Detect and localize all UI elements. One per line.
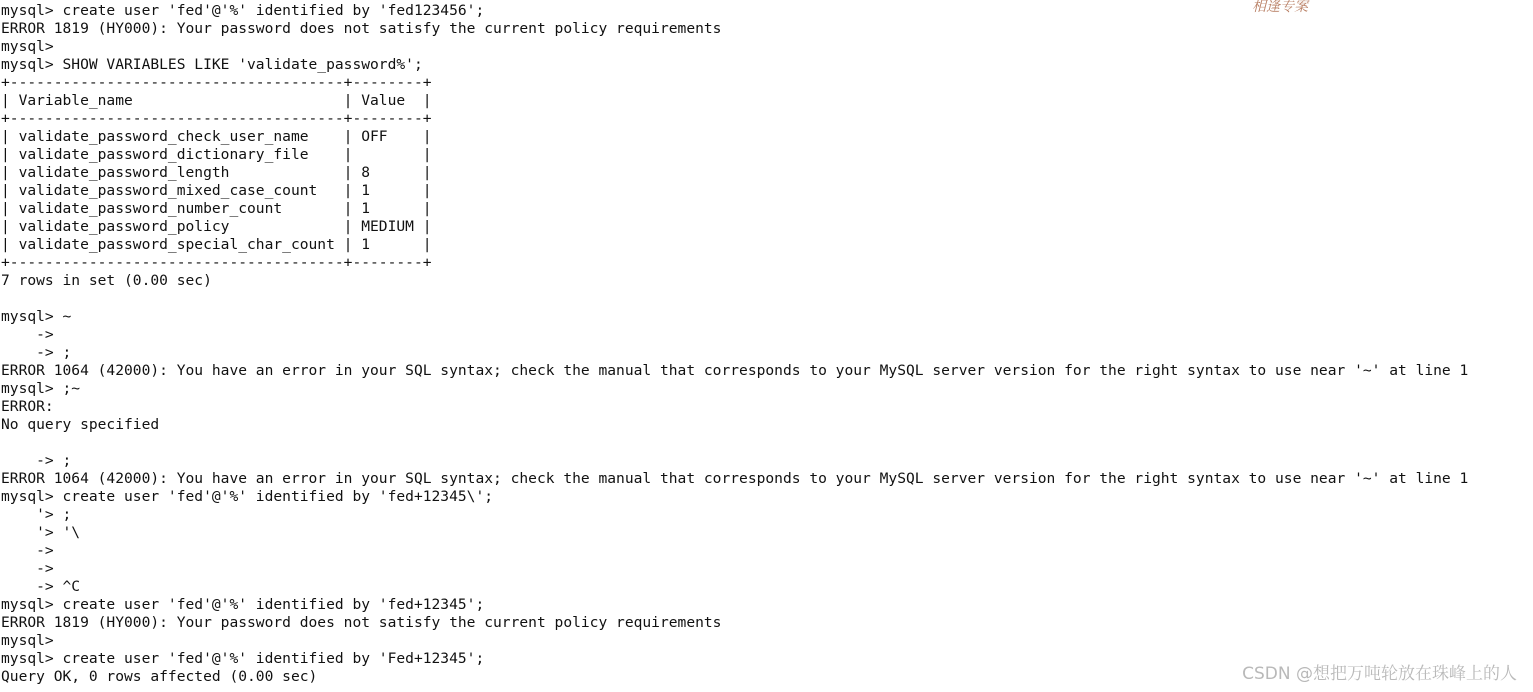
terminal-line: | validate_password_special_char_count | 1 | xyxy=(1,236,432,253)
terminal-line: mysql> create user 'fed'@'%' identified by 'fed123456'; xyxy=(1,2,485,19)
terminal-line: -> ; xyxy=(1,344,72,361)
terminal-line: ERROR 1064 (42000): You have an error in your SQL syntax; check the manual that corresponds to your MySQL server version for the right syntax to use near '~' at line 1 xyxy=(1,470,1469,487)
terminal-line: ERROR 1819 (HY000): Your password does not satisfy the current policy requirements xyxy=(1,20,722,37)
terminal-line: | validate_password_mixed_case_count | 1 | xyxy=(1,182,432,199)
terminal-line: -> xyxy=(1,560,54,577)
terminal-line xyxy=(1,434,1531,452)
terminal-line: mysql> create user 'fed'@'%' identified by 'fed+12345'; xyxy=(1,596,485,613)
terminal-line: +--------------------------------------+--------+ xyxy=(1,74,432,91)
terminal-line: | validate_password_dictionary_file | | xyxy=(1,146,432,163)
terminal-line: ERROR 1819 (HY000): Your password does not satisfy the current policy requirements xyxy=(1,614,722,631)
terminal-line: 7 rows in set (0.00 sec) xyxy=(1,272,212,289)
terminal-line: mysql> ~ xyxy=(1,308,72,325)
terminal-line xyxy=(1,290,1531,308)
corner-stamp: 相逢专案 xyxy=(1252,0,1308,15)
terminal-line: | validate_password_number_count | 1 | xyxy=(1,200,432,217)
terminal-line: ERROR: xyxy=(1,398,54,415)
watermark: CSDN @想把万吨轮放在珠峰上的人 xyxy=(1242,664,1517,684)
terminal-line: '> '\ xyxy=(1,524,81,541)
terminal-line: +--------------------------------------+--------+ xyxy=(1,254,432,271)
terminal-line: | validate_password_check_user_name | OFF | xyxy=(1,128,432,145)
terminal-line: | Variable_name | Value | xyxy=(1,92,432,109)
terminal-line: mysql> SHOW VARIABLES LIKE 'validate_password%'; xyxy=(1,56,423,73)
terminal-line: | validate_password_policy | MEDIUM | xyxy=(1,218,432,235)
terminal-output[interactable] xyxy=(1,2,1531,686)
terminal-line: -> xyxy=(1,326,54,343)
terminal-line: mysql> create user 'fed'@'%' identified by 'Fed+12345'; xyxy=(1,650,485,667)
terminal-line: mysql> xyxy=(1,632,54,649)
terminal-line: -> ^C xyxy=(1,578,81,595)
terminal-line: Query OK, 0 rows affected (0.00 sec) xyxy=(1,668,318,685)
terminal-line: mysql> ;~ xyxy=(1,380,81,397)
terminal-line: | validate_password_length | 8 | xyxy=(1,164,432,181)
terminal-line: ERROR 1064 (42000): You have an error in your SQL syntax; check the manual that corresponds to your MySQL server version for the right syntax to use near '~' at line 1 xyxy=(1,362,1469,379)
terminal-line: mysql> xyxy=(1,38,54,55)
terminal-line: -> xyxy=(1,542,54,559)
terminal-line: '> ; xyxy=(1,506,72,523)
terminal-line: mysql> create user 'fed'@'%' identified by 'fed+12345\'; xyxy=(1,488,494,505)
terminal-line: No query specified xyxy=(1,416,160,433)
terminal-line: +--------------------------------------+--------+ xyxy=(1,110,432,127)
terminal-line: -> ; xyxy=(1,452,72,469)
